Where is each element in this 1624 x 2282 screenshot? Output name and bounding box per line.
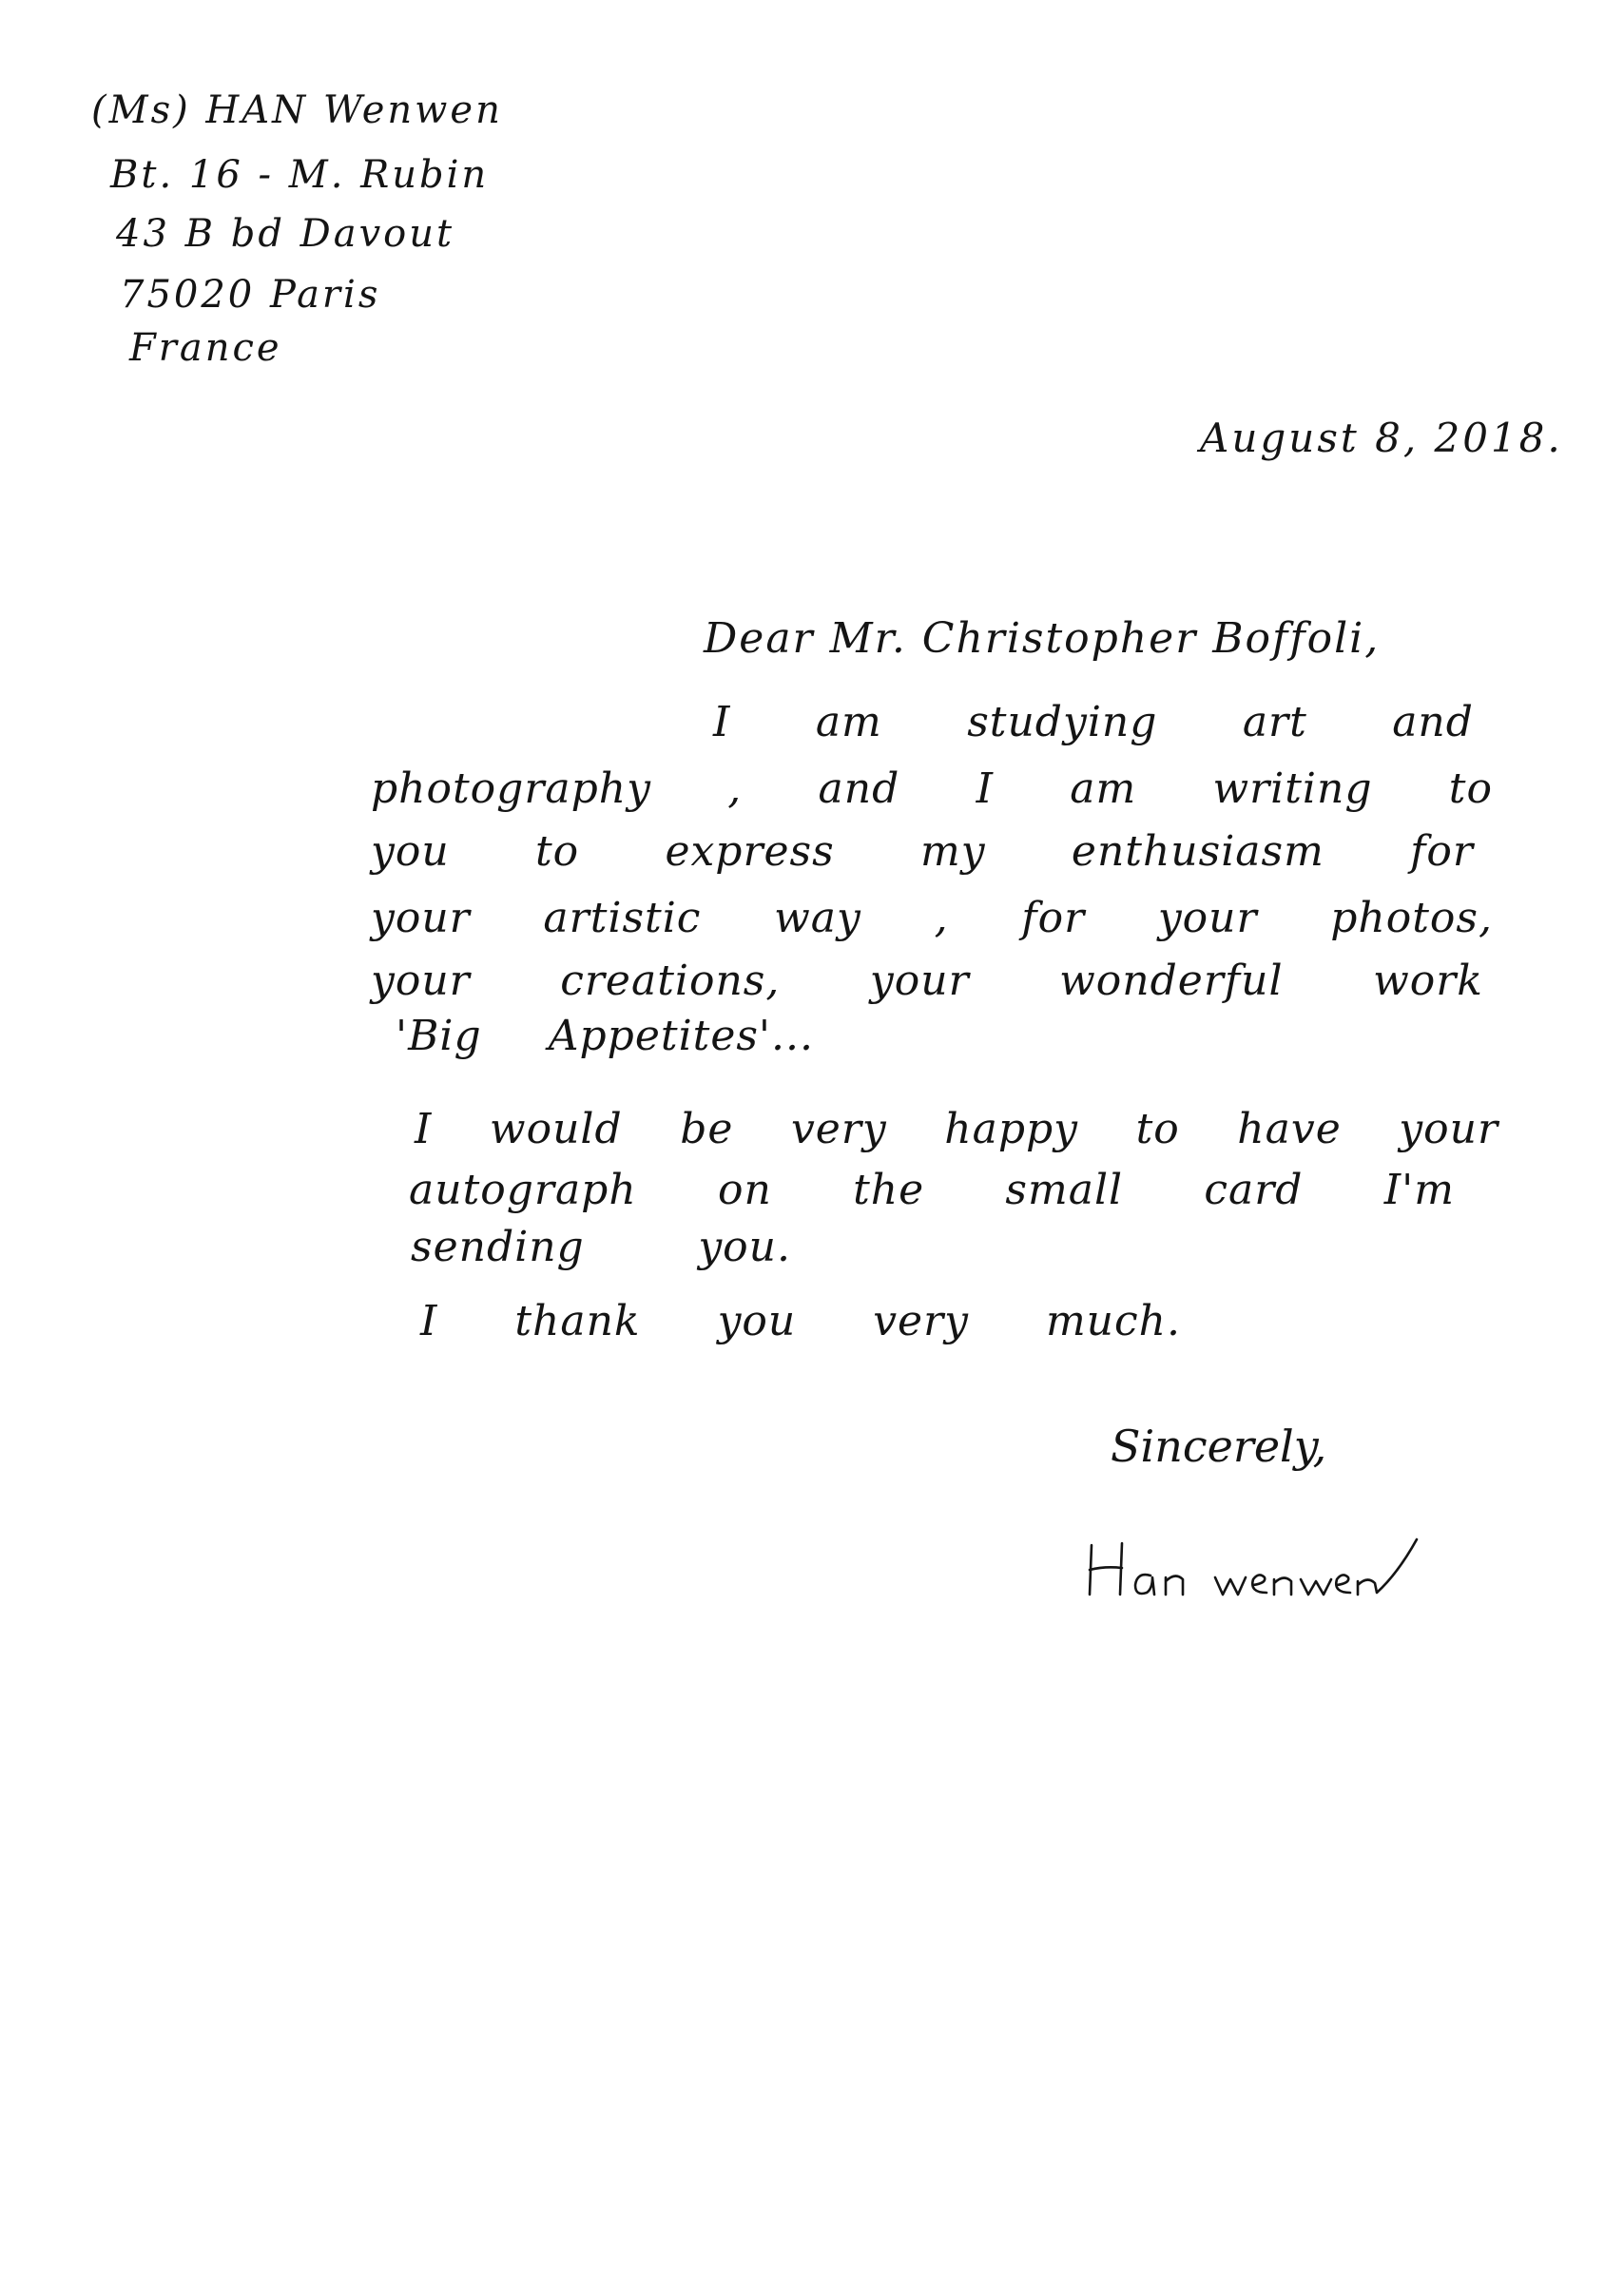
word: on: [717, 1166, 772, 1214]
body-line: [713, 698, 1474, 746]
body-line: [411, 1223, 791, 1271]
body-line: [396, 1012, 814, 1060]
word: for: [1410, 827, 1474, 876]
word: I: [713, 698, 731, 746]
word: your: [1399, 1105, 1498, 1153]
word: express: [665, 827, 835, 876]
word: way: [774, 894, 861, 942]
word: ,: [727, 764, 743, 813]
word: photography: [371, 764, 651, 813]
word: am: [1070, 764, 1137, 813]
word: sending: [411, 1223, 585, 1271]
body-line: [371, 827, 1474, 876]
body-line: [371, 764, 1493, 813]
word: to: [534, 827, 580, 876]
word: your: [371, 957, 471, 1005]
word: ,: [934, 894, 949, 942]
word: small: [1005, 1166, 1124, 1214]
word: I'm: [1383, 1166, 1455, 1214]
word: to: [1135, 1105, 1180, 1153]
body-line: [420, 1297, 1181, 1345]
body-line: [409, 1166, 1455, 1214]
sender-address-line3: 43 B bd Davout: [116, 212, 455, 256]
word: very: [873, 1297, 969, 1345]
word: Appetites'...: [548, 1012, 814, 1060]
word: I: [420, 1297, 438, 1345]
word: creations,: [560, 957, 781, 1005]
word: you.: [698, 1223, 791, 1271]
word: have: [1237, 1105, 1342, 1153]
sender-address-line2: Bt. 16 - M. Rubin: [110, 153, 490, 197]
word: writing: [1212, 764, 1373, 813]
closing: Sincerely,: [1111, 1421, 1327, 1472]
body-line: [415, 1105, 1498, 1153]
word: the: [853, 1166, 925, 1214]
word: artistic: [543, 894, 702, 942]
letter-date: August 8, 2018.: [1200, 415, 1563, 461]
word: your: [371, 894, 471, 942]
word: autograph: [409, 1166, 637, 1214]
word: studying: [967, 698, 1158, 746]
word: for: [1021, 894, 1086, 942]
word: card: [1204, 1166, 1304, 1214]
word: I: [415, 1105, 433, 1153]
word: art: [1242, 698, 1307, 746]
sender-address-line4: 75020 Paris: [120, 273, 381, 317]
sender-country: France: [129, 326, 282, 370]
word: your: [1157, 894, 1258, 942]
word: wonderful: [1059, 957, 1284, 1005]
word: be: [680, 1105, 734, 1153]
word: would: [489, 1105, 623, 1153]
word: your: [869, 957, 970, 1005]
word: work: [1373, 957, 1483, 1005]
word: happy: [944, 1105, 1079, 1153]
word: much.: [1045, 1297, 1181, 1345]
body-line: [371, 894, 1493, 942]
body-line: [371, 957, 1483, 1005]
word: photos,: [1330, 894, 1493, 942]
word: to: [1448, 764, 1493, 813]
salutation: Dear Mr. Christopher Boffoli,: [704, 614, 1381, 663]
handwritten-signature: [1084, 1526, 1445, 1612]
word: my: [920, 827, 986, 876]
word: very: [790, 1105, 887, 1153]
word: thank: [514, 1297, 641, 1345]
word: and: [1392, 698, 1474, 746]
word: am: [815, 698, 882, 746]
word: I: [976, 764, 994, 813]
word: enthusiasm: [1071, 827, 1324, 876]
word: you: [371, 827, 450, 876]
word: and: [818, 764, 900, 813]
word: you: [717, 1297, 797, 1345]
sender-name: (Ms) HAN Wenwen: [91, 88, 503, 132]
word: 'Big: [396, 1012, 482, 1060]
